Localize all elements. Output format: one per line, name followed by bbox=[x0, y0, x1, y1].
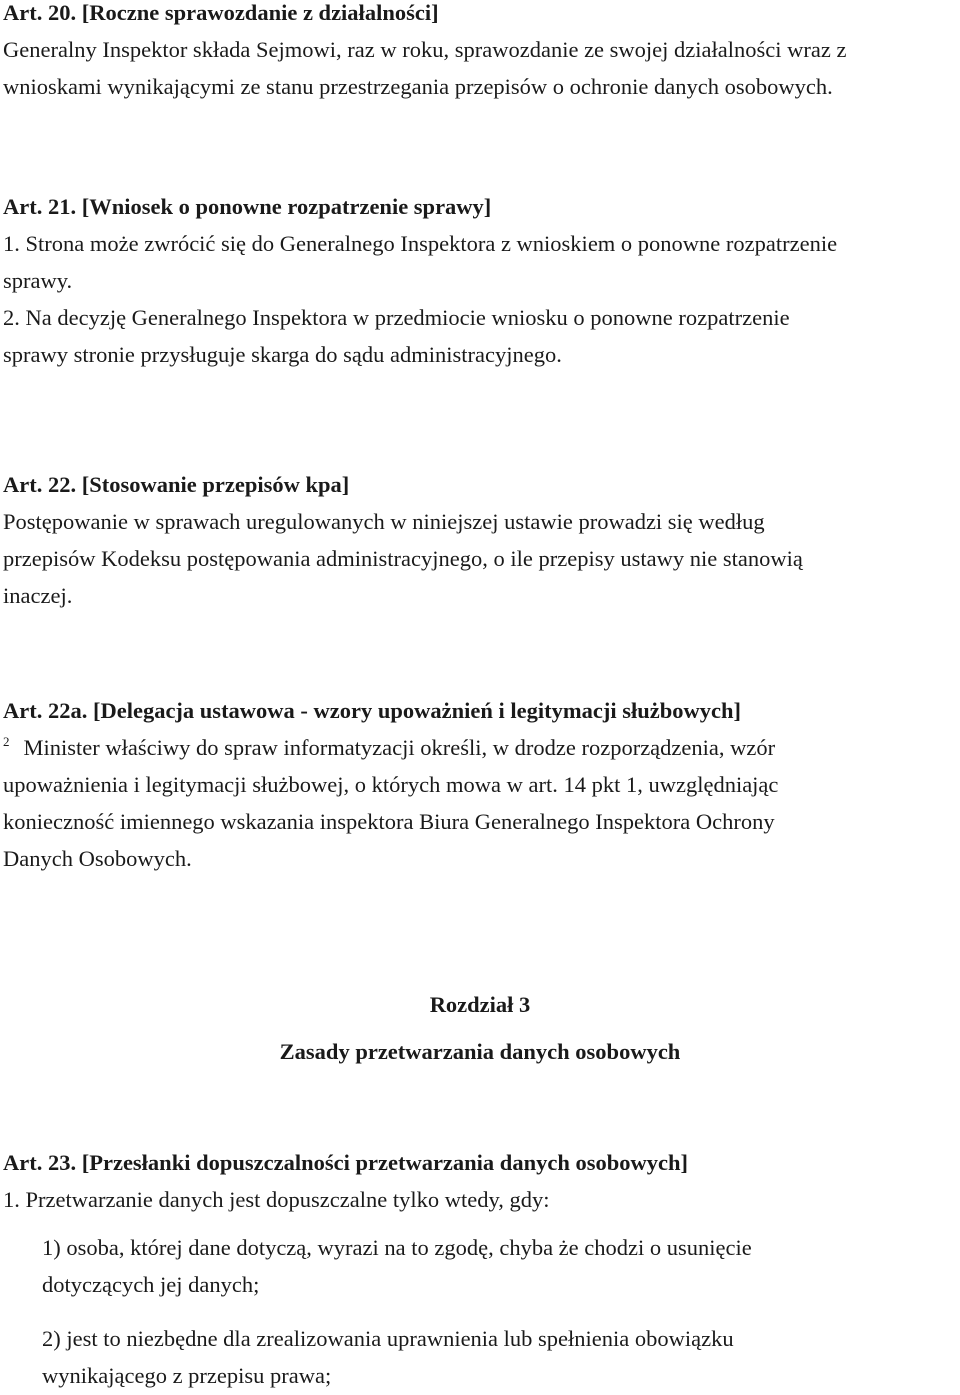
article-22-line-2: przepisów Kodeksu postępowania administracyjnego, o ile przepisy ustawy nie stanowią bbox=[3, 546, 803, 571]
article-22-line-1: Postępowanie w sprawach uregulowanych w niniejszej ustawie prowadzi się według bbox=[3, 509, 765, 534]
article-20 bbox=[3, 0, 960, 105]
article-23-item-1 bbox=[42, 1229, 960, 1303]
article-22a-line-4: Danych Osobowych. bbox=[3, 846, 192, 871]
article-22a-line-1-text: Minister właściwy do spraw informatyzacji określi, w drodze rozporządzenia, wzór bbox=[23, 735, 776, 760]
article-21-line-3: 2. Na decyzję Generalnego Inspektora w przedmiocie wniosku o ponowne rozpatrzenie bbox=[3, 305, 790, 330]
article-22a-line-2: upoważnienia i legitymacji służbowej, o których mowa w art. 14 pkt 1, uwzględniając bbox=[3, 772, 779, 797]
article-23-item-1-line-1: 1) osoba, której dane dotyczą, wyrazi na to zgodę, chyba że chodzi o usunięcie bbox=[42, 1235, 752, 1260]
footnote-superscript: 2 bbox=[3, 734, 10, 749]
article-22 bbox=[3, 466, 960, 614]
article-22a-heading: Art. 22a. [Delegacja ustawowa - wzory upoważnień i legitymacji służbowych] bbox=[3, 698, 742, 723]
article-22a-line-3: konieczność imiennego wskazania inspektora Biura Generalnego Inspektora Ochrony bbox=[3, 809, 775, 834]
article-23-item-2-line-2: wynikającego z przepisu prawa; bbox=[42, 1363, 332, 1388]
article-23-item-1-line-2: dotyczących jej danych; bbox=[42, 1272, 260, 1297]
article-20-heading: Art. 20. [Roczne sprawozdanie z działalności] bbox=[3, 0, 439, 25]
article-23 bbox=[3, 1144, 960, 1218]
article-20-line-2: wnioskami wynikającymi ze stanu przestrzegania przepisów o ochronie danych osobowych. bbox=[3, 74, 833, 99]
article-23-item-2 bbox=[42, 1320, 960, 1394]
article-21-line-1: 1. Strona może zwrócić się do Generalnego Inspektora z wnioskiem o ponowne rozpatrzenie bbox=[3, 231, 838, 256]
chapter-number: Rozdział 3 bbox=[429, 992, 531, 1017]
article-23-item-2-line-1: 2) jest to niezbędne dla zrealizowania uprawnienia lub spełnienia obowiązku bbox=[42, 1326, 734, 1351]
article-22a-line-1 bbox=[3, 729, 960, 766]
article-22-heading: Art. 22. [Stosowanie przepisów kpa] bbox=[3, 472, 350, 497]
article-22a bbox=[3, 692, 960, 877]
chapter-title: Zasady przetwarzania danych osobowych bbox=[279, 1039, 681, 1064]
article-21-heading: Art. 21. [Wniosek o ponowne rozpatrzenie sprawy] bbox=[3, 194, 492, 219]
article-21-line-2: sprawy. bbox=[3, 268, 73, 293]
article-23-intro: 1. Przetwarzanie danych jest dopuszczalne tylko wtedy, gdy: bbox=[3, 1187, 550, 1212]
article-22-line-3: inaczej. bbox=[3, 583, 73, 608]
article-23-heading: Art. 23. [Przesłanki dopuszczalności przetwarzania danych osobowych] bbox=[3, 1150, 688, 1175]
article-21-line-4: sprawy stronie przysługuje skarga do sądu administracyjnego. bbox=[3, 342, 562, 367]
article-21 bbox=[3, 188, 960, 373]
article-20-line-1: Generalny Inspektor składa Sejmowi, raz w roku, sprawozdanie ze swojej działalności wraz z bbox=[3, 37, 847, 62]
